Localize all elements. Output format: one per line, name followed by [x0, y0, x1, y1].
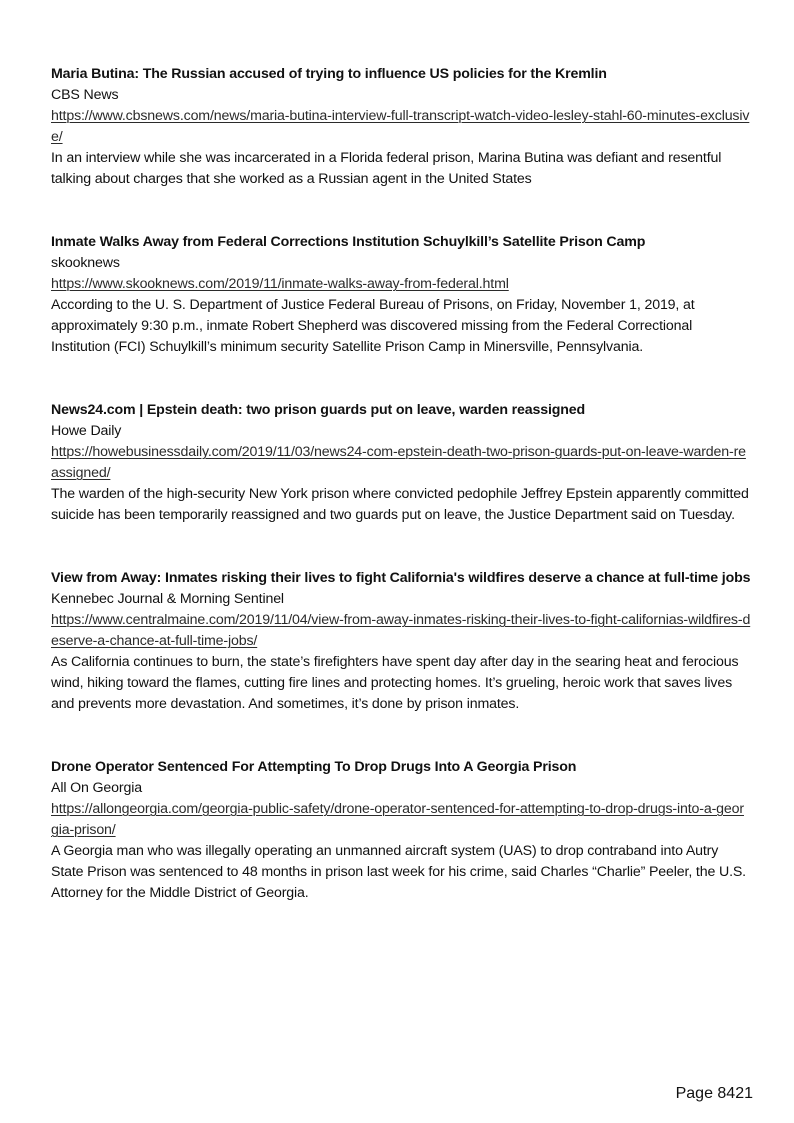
- article-item: [51, 64, 751, 190]
- article-summary: As California continues to burn, the state’s firefighters have spent day after day in the searing heat and ferocious wind, hiking toward the flames, cutting fire lines and protecting homes. It’s grueling, heroic work that saves lives and prevents more devastation. And sometimes, it’s done by prison inmates.: [51, 654, 739, 712]
- article-title: View from Away: Inmates risking their lives to fight California's wildfires deserve a chance at full-time jobs: [51, 570, 751, 586]
- article-summary: According to the U. S. Department of Justice Federal Bureau of Prisons, on Friday, November 1, 2019, at approximately 9:30 p.m., inmate Robert Shepherd was discovered missing from the Federal Correctional Institution (FCI) Schuylkill’s minimum security Satellite Prison Camp in Minersville, Pennsylvania.: [51, 297, 695, 355]
- article-link[interactable]: https://www.skooknews.com/2019/11/inmate-walks-away-from-federal.html: [51, 276, 509, 292]
- article-source: CBS News: [51, 87, 119, 103]
- article-link[interactable]: https://www.cbsnews.com/news/maria-butina-interview-full-transcript-watch-video-lesley-stahl-60-minutes-exclusive/: [51, 108, 750, 145]
- article-title: Maria Butina: The Russian accused of trying to influence US policies for the Kremlin: [51, 66, 607, 82]
- article-summary: The warden of the high-security New York prison where convicted pedophile Jeffrey Epstein apparently committed suicide has been temporarily reassigned and two guards put on leave, the Justice Department said on Tuesday.: [51, 486, 749, 523]
- article-link[interactable]: https://howebusinessdaily.com/2019/11/03/news24-com-epstein-death-two-prison-guards-put-on-leave-warden-reassigned/: [51, 444, 746, 481]
- article-source: Kennebec Journal & Morning Sentinel: [51, 591, 284, 607]
- article-item: [51, 568, 751, 715]
- article-source: skooknews: [51, 255, 120, 271]
- article-link[interactable]: https://www.centralmaine.com/2019/11/04/view-from-away-inmates-risking-their-lives-to-fight-californias-wildfires-deserve-a-chance-at-full-time-jobs/: [51, 612, 751, 649]
- article-item: [51, 232, 751, 358]
- article-title: Drone Operator Sentenced For Attempting To Drop Drugs Into A Georgia Prison: [51, 759, 577, 775]
- page-number: Page 8421: [675, 1085, 753, 1102]
- article-item: [51, 757, 751, 904]
- article-summary: In an interview while she was incarcerated in a Florida federal prison, Marina Butina was defiant and resentful talking about charges that she worked as a Russian agent in the United States: [51, 150, 722, 187]
- article-title: News24.com | Epstein death: two prison guards put on leave, warden reassigned: [51, 402, 586, 418]
- article-summary: A Georgia man who was illegally operating an unmanned aircraft system (UAS) to drop contraband into Autry State Prison was sentenced to 48 months in prison last week for his crime, said Charles “Charlie” Peeler, the U.S. Attorney for the Middle District of Georgia.: [51, 843, 746, 901]
- article-list: [51, 64, 751, 904]
- article-source: All On Georgia: [51, 780, 142, 796]
- article-item: [51, 400, 751, 526]
- article-title: Inmate Walks Away from Federal Corrections Institution Schuylkill’s Satellite Prison Camp: [51, 234, 646, 250]
- article-link[interactable]: https://allongeorgia.com/georgia-public-safety/drone-operator-sentenced-for-attempting-to-drop-drugs-into-a-georgia-prison/: [51, 801, 744, 838]
- article-source: Howe Daily: [51, 423, 122, 439]
